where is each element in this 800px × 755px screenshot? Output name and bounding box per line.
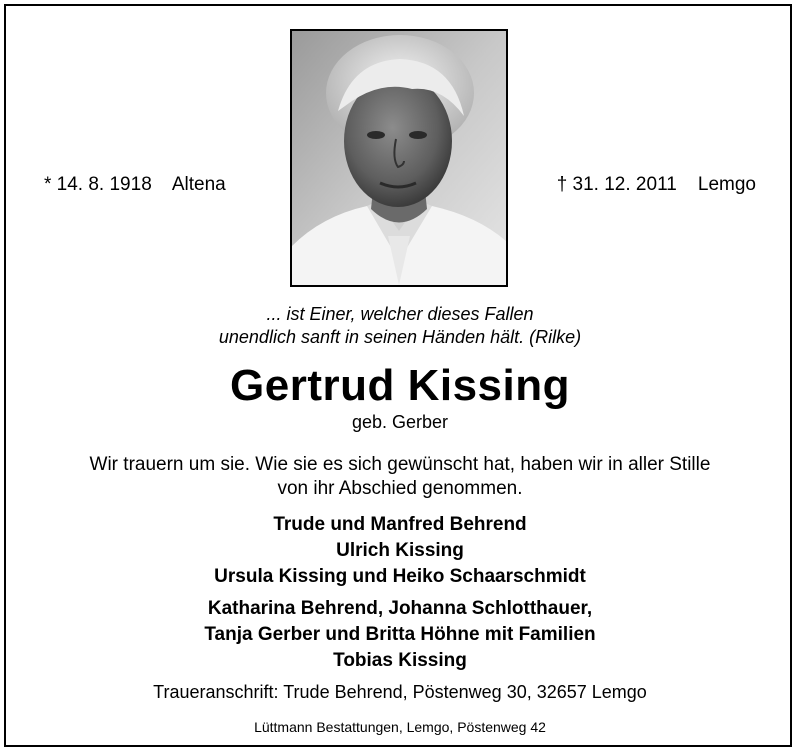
family-line: Ulrich Kissing [336,540,464,561]
family-line: Ursula Kissing und Heiko Schaarschmidt [214,566,586,587]
maiden-name: geb. Gerber [351,412,449,432]
quote-line: unendlich sanft in seinen Händen hält. (Rilke) [218,327,582,347]
mourning-address: Traueranschrift: Trude Behrend, Pöstenweg 30, 32657 Lemgo [153,682,647,702]
birth-date-place: * 14. 8. 1918 Altena [44,174,226,195]
portrait-photo [290,29,508,287]
mourning-line: Wir trauern um sie. Wie sie es sich gewünscht hat, haben wir in aller Stille [89,454,711,475]
deceased-name: Gertrud Kissing [230,361,570,410]
rilke-quote [0,303,800,349]
family-group-2 [0,596,800,674]
undertaker-info: Lüttmann Bestattungen, Lemgo, Pöstenweg 42 [254,719,546,735]
mourning-line: von ihr Abschied genommen. [277,478,523,499]
quote-line: ... ist Einer, welcher dieses Fallen [266,304,534,324]
family-line: Katharina Behrend, Johanna Schlotthauer, [207,598,593,619]
mourning-text [0,453,800,501]
death-date-place: † 31. 12. 2011 Lemgo [556,174,756,195]
family-group-1 [0,512,800,590]
family-line: Tanja Gerber und Britta Höhne mit Familien [204,624,596,645]
family-line: Trude und Manfred Behrend [273,514,527,535]
family-line: Tobias Kissing [333,650,467,671]
